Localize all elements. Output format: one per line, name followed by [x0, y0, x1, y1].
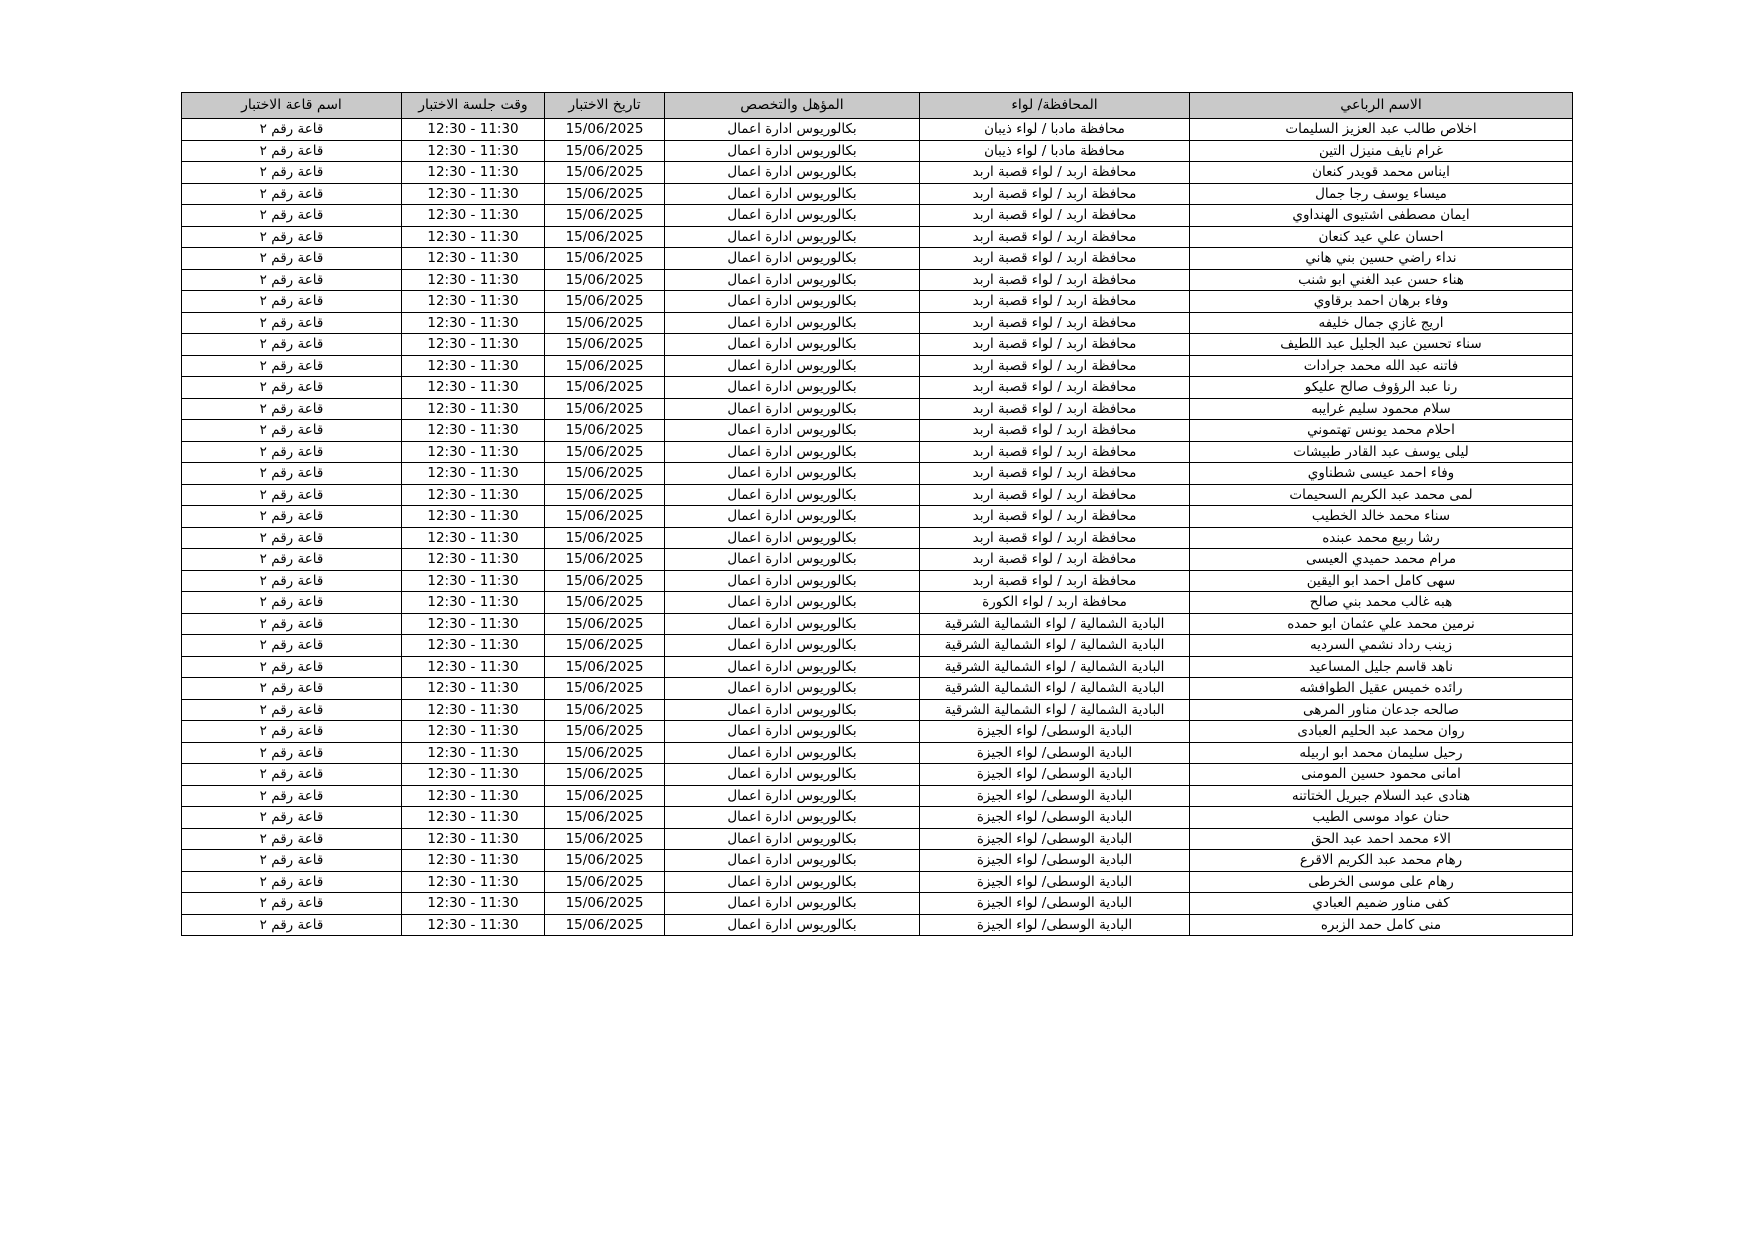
cell-qualification: بكالوريوس ادارة اعمال [665, 355, 920, 377]
cell-date: 15/06/2025 [545, 183, 665, 205]
cell-name: رنا عبد الرؤوف صالح عليكو [1190, 377, 1573, 399]
cell-governorate: البادية الوسطى/ لواء الجيزة [920, 850, 1190, 872]
cell-hall: قاعة رقم ٢ [182, 785, 402, 807]
table-row [182, 850, 1573, 872]
cell-time: 11:30 - 12:30 [402, 592, 545, 614]
table-row [182, 420, 1573, 442]
cell-hall: قاعة رقم ٢ [182, 162, 402, 184]
cell-hall: قاعة رقم ٢ [182, 850, 402, 872]
cell-date: 15/06/2025 [545, 291, 665, 313]
table-row [182, 162, 1573, 184]
cell-time: 11:30 - 12:30 [402, 334, 545, 356]
cell-time: 11:30 - 12:30 [402, 828, 545, 850]
cell-hall: قاعة رقم ٢ [182, 377, 402, 399]
cell-date: 15/06/2025 [545, 678, 665, 700]
cell-name: رائده خميس عقيل الطوافشه [1190, 678, 1573, 700]
cell-date: 15/06/2025 [545, 205, 665, 227]
cell-qualification: بكالوريوس ادارة اعمال [665, 398, 920, 420]
table-row [182, 226, 1573, 248]
cell-time: 11:30 - 12:30 [402, 871, 545, 893]
cell-qualification: بكالوريوس ادارة اعمال [665, 742, 920, 764]
cell-qualification: بكالوريوس ادارة اعمال [665, 140, 920, 162]
cell-time: 11:30 - 12:30 [402, 248, 545, 270]
cell-time: 11:30 - 12:30 [402, 377, 545, 399]
cell-time: 11:30 - 12:30 [402, 850, 545, 872]
cell-governorate: البادية الوسطى/ لواء الجيزة [920, 828, 1190, 850]
cell-hall: قاعة رقم ٢ [182, 183, 402, 205]
table-row [182, 183, 1573, 205]
cell-hall: قاعة رقم ٢ [182, 807, 402, 829]
cell-qualification: بكالوريوس ادارة اعمال [665, 441, 920, 463]
cell-time: 11:30 - 12:30 [402, 893, 545, 915]
cell-time: 11:30 - 12:30 [402, 420, 545, 442]
cell-qualification: بكالوريوس ادارة اعمال [665, 699, 920, 721]
cell-qualification: بكالوريوس ادارة اعمال [665, 248, 920, 270]
cell-governorate: محافظة اربد / لواء قصبة اربد [920, 183, 1190, 205]
cell-governorate: محافظة اربد / لواء قصبة اربد [920, 205, 1190, 227]
cell-governorate: محافظة اربد / لواء قصبة اربد [920, 355, 1190, 377]
column-header-name: الاسم الرباعي [1190, 93, 1573, 119]
cell-qualification: بكالوريوس ادارة اعمال [665, 162, 920, 184]
cell-qualification: بكالوريوس ادارة اعمال [665, 850, 920, 872]
cell-name: اريج غازي جمال خليفه [1190, 312, 1573, 334]
cell-date: 15/06/2025 [545, 527, 665, 549]
table-row [182, 893, 1573, 915]
cell-time: 11:30 - 12:30 [402, 699, 545, 721]
cell-name: احسان علي عيد كنعان [1190, 226, 1573, 248]
cell-date: 15/06/2025 [545, 119, 665, 141]
cell-name: حنان عواد موسى الطيب [1190, 807, 1573, 829]
cell-time: 11:30 - 12:30 [402, 764, 545, 786]
cell-date: 15/06/2025 [545, 785, 665, 807]
table-row [182, 678, 1573, 700]
cell-time: 11:30 - 12:30 [402, 635, 545, 657]
table-row [182, 785, 1573, 807]
cell-date: 15/06/2025 [545, 742, 665, 764]
cell-date: 15/06/2025 [545, 613, 665, 635]
cell-time: 11:30 - 12:30 [402, 484, 545, 506]
cell-name: ايمان مصطفى اشتيوى الهنداوي [1190, 205, 1573, 227]
cell-time: 11:30 - 12:30 [402, 140, 545, 162]
table-row [182, 635, 1573, 657]
cell-qualification: بكالوريوس ادارة اعمال [665, 592, 920, 614]
cell-hall: قاعة رقم ٢ [182, 893, 402, 915]
cell-date: 15/06/2025 [545, 226, 665, 248]
table-row [182, 312, 1573, 334]
cell-qualification: بكالوريوس ادارة اعمال [665, 807, 920, 829]
cell-time: 11:30 - 12:30 [402, 721, 545, 743]
table-row [182, 807, 1573, 829]
exam-schedule-table [181, 92, 1573, 936]
cell-qualification: بكالوريوس ادارة اعمال [665, 312, 920, 334]
cell-hall: قاعة رقم ٢ [182, 355, 402, 377]
cell-qualification: بكالوريوس ادارة اعمال [665, 506, 920, 528]
cell-date: 15/06/2025 [545, 570, 665, 592]
cell-time: 11:30 - 12:30 [402, 549, 545, 571]
cell-governorate: البادية الوسطى/ لواء الجيزة [920, 807, 1190, 829]
cell-name: وفاء احمد عيسى شطناوي [1190, 463, 1573, 485]
cell-date: 15/06/2025 [545, 506, 665, 528]
cell-date: 15/06/2025 [545, 463, 665, 485]
cell-name: سهى كامل احمد ابو اليقين [1190, 570, 1573, 592]
cell-hall: قاعة رقم ٢ [182, 119, 402, 141]
cell-time: 11:30 - 12:30 [402, 312, 545, 334]
table-row [182, 699, 1573, 721]
table-header-row [182, 93, 1573, 119]
cell-name: هناء حسن عبد الغني ابو شنب [1190, 269, 1573, 291]
cell-qualification: بكالوريوس ادارة اعمال [665, 893, 920, 915]
cell-qualification: بكالوريوس ادارة اعمال [665, 334, 920, 356]
cell-governorate: محافظة اربد / لواء قصبة اربد [920, 420, 1190, 442]
cell-governorate: محافظة اربد / لواء قصبة اربد [920, 248, 1190, 270]
cell-qualification: بكالوريوس ادارة اعمال [665, 764, 920, 786]
cell-date: 15/06/2025 [545, 355, 665, 377]
cell-date: 15/06/2025 [545, 484, 665, 506]
cell-name: رحيل سليمان محمد ابو اربيله [1190, 742, 1573, 764]
cell-time: 11:30 - 12:30 [402, 527, 545, 549]
cell-time: 11:30 - 12:30 [402, 742, 545, 764]
cell-name: فاتنه عبد الله محمد جرادات [1190, 355, 1573, 377]
cell-hall: قاعة رقم ٢ [182, 721, 402, 743]
cell-hall: قاعة رقم ٢ [182, 764, 402, 786]
cell-time: 11:30 - 12:30 [402, 807, 545, 829]
cell-name: نرمين محمد علي عثمان ابو حمده [1190, 613, 1573, 635]
cell-governorate: محافظة مادبا / لواء ذيبان [920, 119, 1190, 141]
cell-time: 11:30 - 12:30 [402, 678, 545, 700]
cell-time: 11:30 - 12:30 [402, 441, 545, 463]
cell-name: لمى محمد عبد الكريم السحيمات [1190, 484, 1573, 506]
cell-governorate: محافظة اربد / لواء قصبة اربد [920, 377, 1190, 399]
cell-hall: قاعة رقم ٢ [182, 549, 402, 571]
table-row [182, 527, 1573, 549]
cell-hall: قاعة رقم ٢ [182, 699, 402, 721]
cell-hall: قاعة رقم ٢ [182, 527, 402, 549]
cell-date: 15/06/2025 [545, 807, 665, 829]
column-header-time: وقت جلسة الاختبار [402, 93, 545, 119]
cell-name: غرام نايف منيزل التين [1190, 140, 1573, 162]
cell-hall: قاعة رقم ٢ [182, 140, 402, 162]
cell-governorate: البادية الوسطى/ لواء الجيزة [920, 764, 1190, 786]
cell-hall: قاعة رقم ٢ [182, 484, 402, 506]
cell-hall: قاعة رقم ٢ [182, 742, 402, 764]
cell-name: نداء راضي حسين بني هاني [1190, 248, 1573, 270]
cell-name: مرام محمد حميدي العيسى [1190, 549, 1573, 571]
cell-qualification: بكالوريوس ادارة اعمال [665, 291, 920, 313]
cell-time: 11:30 - 12:30 [402, 183, 545, 205]
cell-date: 15/06/2025 [545, 592, 665, 614]
cell-name: زينب رداد نشمي السرديه [1190, 635, 1573, 657]
cell-governorate: محافظة اربد / لواء قصبة اربد [920, 484, 1190, 506]
cell-date: 15/06/2025 [545, 420, 665, 442]
cell-name: سلام محمود سليم غرايبه [1190, 398, 1573, 420]
cell-qualification: بكالوريوس ادارة اعمال [665, 205, 920, 227]
cell-governorate: البادية الشمالية / لواء الشمالية الشرقية [920, 635, 1190, 657]
table-row [182, 484, 1573, 506]
cell-name: كفى مناور ضميم العبادي [1190, 893, 1573, 915]
cell-date: 15/06/2025 [545, 162, 665, 184]
table-row [182, 764, 1573, 786]
table-row [182, 721, 1573, 743]
cell-date: 15/06/2025 [545, 721, 665, 743]
cell-time: 11:30 - 12:30 [402, 785, 545, 807]
cell-time: 11:30 - 12:30 [402, 162, 545, 184]
table-body [182, 119, 1573, 936]
cell-qualification: بكالوريوس ادارة اعمال [665, 527, 920, 549]
exam-schedule-table-wrapper [182, 92, 1573, 936]
cell-governorate: البادية الوسطى/ لواء الجيزة [920, 914, 1190, 936]
cell-qualification: بكالوريوس ادارة اعمال [665, 226, 920, 248]
cell-hall: قاعة رقم ٢ [182, 635, 402, 657]
cell-qualification: بكالوريوس ادارة اعمال [665, 656, 920, 678]
cell-hall: قاعة رقم ٢ [182, 828, 402, 850]
cell-governorate: البادية الشمالية / لواء الشمالية الشرقية [920, 678, 1190, 700]
cell-governorate: البادية الشمالية / لواء الشمالية الشرقية [920, 699, 1190, 721]
cell-qualification: بكالوريوس ادارة اعمال [665, 549, 920, 571]
cell-name: صالحه جدعان مناور المرهى [1190, 699, 1573, 721]
cell-governorate: محافظة اربد / لواء الكورة [920, 592, 1190, 614]
table-row [182, 656, 1573, 678]
cell-name: ليلى يوسف عبد القادر طبيشات [1190, 441, 1573, 463]
table-header [182, 93, 1573, 119]
table-row [182, 441, 1573, 463]
table-row [182, 549, 1573, 571]
cell-name: ميساء يوسف رجا جمال [1190, 183, 1573, 205]
cell-hall: قاعة رقم ٢ [182, 205, 402, 227]
cell-date: 15/06/2025 [545, 269, 665, 291]
cell-governorate: محافظة اربد / لواء قصبة اربد [920, 226, 1190, 248]
cell-date: 15/06/2025 [545, 635, 665, 657]
cell-date: 15/06/2025 [545, 656, 665, 678]
cell-time: 11:30 - 12:30 [402, 205, 545, 227]
cell-date: 15/06/2025 [545, 312, 665, 334]
table-row [182, 355, 1573, 377]
table-row [182, 506, 1573, 528]
table-row [182, 377, 1573, 399]
cell-time: 11:30 - 12:30 [402, 613, 545, 635]
cell-date: 15/06/2025 [545, 850, 665, 872]
table-row [182, 828, 1573, 850]
cell-date: 15/06/2025 [545, 699, 665, 721]
cell-name: وفاء برهان احمد برقاوي [1190, 291, 1573, 313]
cell-qualification: بكالوريوس ادارة اعمال [665, 420, 920, 442]
cell-hall: قاعة رقم ٢ [182, 334, 402, 356]
cell-hall: قاعة رقم ٢ [182, 420, 402, 442]
cell-governorate: محافظة اربد / لواء قصبة اربد [920, 506, 1190, 528]
cell-hall: قاعة رقم ٢ [182, 291, 402, 313]
cell-date: 15/06/2025 [545, 441, 665, 463]
cell-governorate: محافظة مادبا / لواء ذيبان [920, 140, 1190, 162]
cell-date: 15/06/2025 [545, 764, 665, 786]
cell-governorate: البادية الوسطى/ لواء الجيزة [920, 721, 1190, 743]
cell-qualification: بكالوريوس ادارة اعمال [665, 377, 920, 399]
cell-name: امانى محمود حسين المومنى [1190, 764, 1573, 786]
cell-name: رشا ربيع محمد عبنده [1190, 527, 1573, 549]
cell-name: سناء تحسين عبد الجليل عبد اللطيف [1190, 334, 1573, 356]
cell-time: 11:30 - 12:30 [402, 914, 545, 936]
table-row [182, 914, 1573, 936]
cell-governorate: محافظة اربد / لواء قصبة اربد [920, 398, 1190, 420]
cell-governorate: البادية الوسطى/ لواء الجيزة [920, 742, 1190, 764]
cell-date: 15/06/2025 [545, 914, 665, 936]
cell-name: ايناس محمد قويدر كنعان [1190, 162, 1573, 184]
cell-qualification: بكالوريوس ادارة اعمال [665, 871, 920, 893]
column-header-hall: اسم قاعة الاختبار [182, 93, 402, 119]
cell-governorate: محافظة اربد / لواء قصبة اربد [920, 549, 1190, 571]
cell-hall: قاعة رقم ٢ [182, 592, 402, 614]
cell-governorate: البادية الوسطى/ لواء الجيزة [920, 785, 1190, 807]
table-row [182, 742, 1573, 764]
cell-name: الاء محمد احمد عبد الحق [1190, 828, 1573, 850]
cell-governorate: محافظة اربد / لواء قصبة اربد [920, 334, 1190, 356]
table-row [182, 871, 1573, 893]
cell-date: 15/06/2025 [545, 893, 665, 915]
table-row [182, 463, 1573, 485]
cell-time: 11:30 - 12:30 [402, 269, 545, 291]
cell-qualification: بكالوريوس ادارة اعمال [665, 678, 920, 700]
cell-qualification: بكالوريوس ادارة اعمال [665, 119, 920, 141]
cell-hall: قاعة رقم ٢ [182, 914, 402, 936]
cell-date: 15/06/2025 [545, 871, 665, 893]
cell-name: هنادى عبد السلام جبريل الختاتنه [1190, 785, 1573, 807]
cell-hall: قاعة رقم ٢ [182, 463, 402, 485]
cell-qualification: بكالوريوس ادارة اعمال [665, 721, 920, 743]
cell-name: منى كامل حمد الزبره [1190, 914, 1573, 936]
cell-name: ناهد قاسم جليل المساعيد [1190, 656, 1573, 678]
cell-name: رهام محمد عبد الكريم الاقرع [1190, 850, 1573, 872]
table-row [182, 334, 1573, 356]
column-header-governorate: المحافظة/ لواء [920, 93, 1190, 119]
cell-name: احلام محمد يونس تهتموني [1190, 420, 1573, 442]
cell-qualification: بكالوريوس ادارة اعمال [665, 914, 920, 936]
cell-governorate: محافظة اربد / لواء قصبة اربد [920, 291, 1190, 313]
table-row [182, 248, 1573, 270]
cell-governorate: محافظة اربد / لواء قصبة اربد [920, 441, 1190, 463]
table-row [182, 613, 1573, 635]
cell-name: رهام على موسى الخرطى [1190, 871, 1573, 893]
cell-qualification: بكالوريوس ادارة اعمال [665, 269, 920, 291]
cell-name: روان محمد عبد الحليم العبادى [1190, 721, 1573, 743]
table-row [182, 140, 1573, 162]
cell-hall: قاعة رقم ٢ [182, 506, 402, 528]
cell-governorate: البادية الشمالية / لواء الشمالية الشرقية [920, 656, 1190, 678]
cell-date: 15/06/2025 [545, 248, 665, 270]
table-row [182, 269, 1573, 291]
cell-hall: قاعة رقم ٢ [182, 248, 402, 270]
cell-time: 11:30 - 12:30 [402, 355, 545, 377]
cell-time: 11:30 - 12:30 [402, 506, 545, 528]
cell-time: 11:30 - 12:30 [402, 656, 545, 678]
cell-qualification: بكالوريوس ادارة اعمال [665, 785, 920, 807]
column-header-date: تاريخ الاختبار [545, 93, 665, 119]
cell-hall: قاعة رقم ٢ [182, 226, 402, 248]
cell-hall: قاعة رقم ٢ [182, 678, 402, 700]
cell-governorate: محافظة اربد / لواء قصبة اربد [920, 527, 1190, 549]
table-row [182, 205, 1573, 227]
cell-governorate: محافظة اربد / لواء قصبة اربد [920, 463, 1190, 485]
cell-hall: قاعة رقم ٢ [182, 398, 402, 420]
cell-time: 11:30 - 12:30 [402, 226, 545, 248]
cell-qualification: بكالوريوس ادارة اعمال [665, 613, 920, 635]
cell-time: 11:30 - 12:30 [402, 398, 545, 420]
table-row [182, 570, 1573, 592]
cell-date: 15/06/2025 [545, 398, 665, 420]
cell-qualification: بكالوريوس ادارة اعمال [665, 484, 920, 506]
cell-time: 11:30 - 12:30 [402, 463, 545, 485]
table-row [182, 398, 1573, 420]
cell-qualification: بكالوريوس ادارة اعمال [665, 570, 920, 592]
cell-name: اخلاص طالب عبد العزيز السليمات [1190, 119, 1573, 141]
cell-hall: قاعة رقم ٢ [182, 871, 402, 893]
cell-governorate: محافظة اربد / لواء قصبة اربد [920, 269, 1190, 291]
cell-date: 15/06/2025 [545, 828, 665, 850]
cell-qualification: بكالوريوس ادارة اعمال [665, 463, 920, 485]
cell-time: 11:30 - 12:30 [402, 570, 545, 592]
cell-hall: قاعة رقم ٢ [182, 613, 402, 635]
cell-governorate: البادية الوسطى/ لواء الجيزة [920, 893, 1190, 915]
cell-governorate: محافظة اربد / لواء قصبة اربد [920, 162, 1190, 184]
cell-hall: قاعة رقم ٢ [182, 570, 402, 592]
cell-hall: قاعة رقم ٢ [182, 312, 402, 334]
cell-date: 15/06/2025 [545, 140, 665, 162]
table-row [182, 119, 1573, 141]
cell-date: 15/06/2025 [545, 549, 665, 571]
cell-name: سناء محمد خالد الخطيب [1190, 506, 1573, 528]
cell-hall: قاعة رقم ٢ [182, 269, 402, 291]
cell-qualification: بكالوريوس ادارة اعمال [665, 635, 920, 657]
cell-governorate: البادية الشمالية / لواء الشمالية الشرقية [920, 613, 1190, 635]
cell-hall: قاعة رقم ٢ [182, 441, 402, 463]
cell-time: 11:30 - 12:30 [402, 119, 545, 141]
table-row [182, 291, 1573, 313]
cell-governorate: محافظة اربد / لواء قصبة اربد [920, 312, 1190, 334]
column-header-qualification: المؤهل والتخصص [665, 93, 920, 119]
cell-date: 15/06/2025 [545, 334, 665, 356]
cell-hall: قاعة رقم ٢ [182, 656, 402, 678]
cell-qualification: بكالوريوس ادارة اعمال [665, 183, 920, 205]
cell-qualification: بكالوريوس ادارة اعمال [665, 828, 920, 850]
cell-name: هبه غالب محمد بني صالح [1190, 592, 1573, 614]
cell-governorate: البادية الوسطى/ لواء الجيزة [920, 871, 1190, 893]
table-row [182, 592, 1573, 614]
cell-time: 11:30 - 12:30 [402, 291, 545, 313]
cell-date: 15/06/2025 [545, 377, 665, 399]
cell-governorate: محافظة اربد / لواء قصبة اربد [920, 570, 1190, 592]
